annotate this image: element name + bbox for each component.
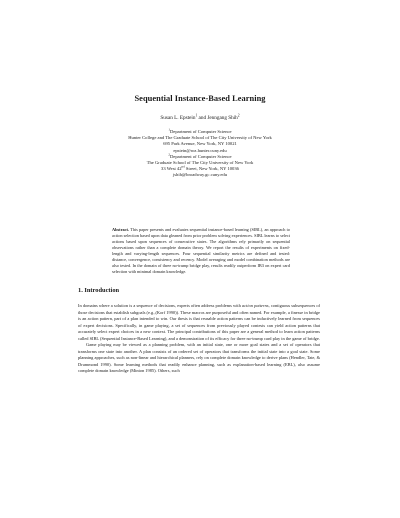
affiliations — [0, 129, 400, 179]
body-paragraph: In domains where a solution is a sequence of decisions, experts often address problems with action patterns, contiguous subsequences of those decisions that establish subgoals (e.g.,(Korf 1990)). These macros are purposeful and often named. For example, a finesse in bridge is an action pattern, part of a plan intended to win. Our thesis is that reusable action patterns can be inductively learned from sequences of expert decisions. Specifically, in game playing, a set of sequences from previously played contests can yield action patterns that accurately select expert choices in a new context. The principal contributions of this paper are a general method to learn action patterns called SIBL (Sequential Instance-Based Learning), and a demonstration of its efficacy for three no-trump card play in the game of bridge. — [78, 303, 320, 341]
affiliation-mark: 1 — [168, 127, 170, 132]
affiliation-1-email: epstein@roz.hunter.cuny.edu — [173, 147, 227, 153]
author-name: Susan L. Epstein — [160, 115, 196, 121]
author-conjunction: and — [197, 115, 208, 121]
author-affiliation-mark: 2 — [237, 113, 240, 118]
paper-title: Sequential Instance-Based Learning — [134, 94, 266, 103]
abstract-text: This paper presents and evaluates sequential instance-based learning (SIBL), an approach to action selection based upon data gleaned from prior problem solving experiences. SIBL learns to select actions based upon sequences of consecutive states. The algorithms rely primarily on sequential observations rather than a complete domain theory. We report the results of experiments on fixed-length and varying-length sequences. Four sequential similarity metrics are defined and tested: distance, convergence, consistency and recency. Model averaging and model combination methods are also tested. In the domain of three no-trump bridge play, results readily outperform IB3 on expert card selection with minimal domain knowledge. — [112, 227, 290, 275]
section-body — [78, 303, 320, 375]
emphasis-term: action patterns — [242, 303, 269, 308]
author-name: Jenngang Shih — [207, 115, 238, 121]
affiliation-mark: 2 — [168, 152, 170, 157]
affiliation-1-address: 695 Park Avenue, New York, NY 10021 — [163, 141, 237, 147]
body-paragraph: Game playing may be viewed as a planning problem, with an initial state, one or more goal states and a set of operators that transforms one state into another. A plan consists of an ordered set of operators that transforms the initial state into a goal state. Some planning approaches, such as non-linear and hierarchical planners, rely on complete domain knowledge to derive plans (Hendler, Tate, & Drummond 1990). Some learning methods that readily enhance planning, such as explanation-based learning (EBL), also assume complete domain knowledge (Minton 1985). Others, such — [78, 342, 320, 374]
affiliation-1-dept: $^1$Department of Computer Science — [168, 127, 232, 134]
affiliation-1-school: Hunter College and The Graduate School of The City University of New York — [128, 135, 272, 141]
affiliation-2-dept: $^2$Department of Computer Science — [168, 152, 232, 159]
affiliation-2-email: jshih@broadway.gc.cuny.edu — [172, 172, 228, 178]
affiliation-2-school: The Graduate School of The City University of New York — [146, 160, 254, 166]
abstract — [112, 227, 290, 275]
abstract-label: Abstract. — [112, 227, 130, 232]
section-heading: 1. Introduction — [78, 287, 120, 294]
affiliation-2-address: 33 West 42nd Street, New York, NY 10036 — [161, 164, 239, 172]
author-line — [0, 115, 400, 121]
author-affiliation-mark: 1 — [195, 113, 198, 118]
